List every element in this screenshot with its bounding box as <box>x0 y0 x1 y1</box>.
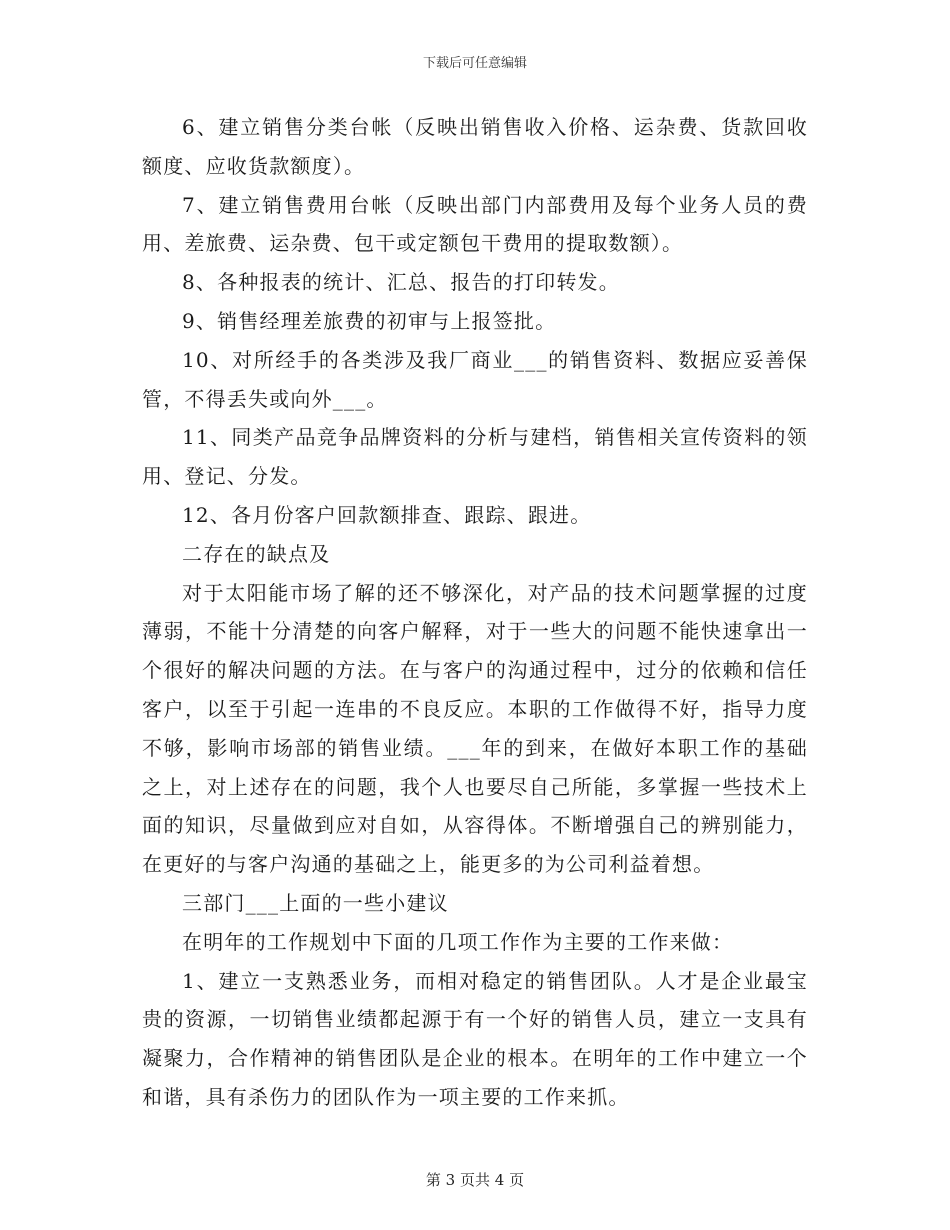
paragraph-item-10: 10、对所经手的各类涉及我厂商业___的销售资料、数据应妥善保管，不得丢失或向外___。 <box>142 347 808 411</box>
section-heading-3: 三部门___上面的一些小建议 <box>182 890 449 915</box>
page-header: 下载后可任意编辑 <box>422 56 527 71</box>
paragraph-item-9: 9、销售经理差旅费的初审与上报签批。 <box>182 308 557 333</box>
section-heading-2: 二存在的缺点及 <box>182 541 331 566</box>
paragraph-shortcomings: 对于太阳能市场了解的还不够深化，对产品的技术问题掌握的过度薄弱，不能十分清楚的向客户解释，对于一些大的问题不能快速拿出一个很好的解决问题的方法。在与客户的沟通过程中，过分的依赖和信任客户，以至于引起一连串的不良反应。本职的工作做得不好，指导力度不够，影响市场部的销售业绩。___年的到来，在做好本职工作的基础之上，对上述存在的问题，我个人也要尽自己所能，多掌握一些技术上面的知识，尽量做到应对自如，从容得体。不断增强自己的辨别能力，在更好的与客户沟通的基础之上，能更多的为公司利益着想。 <box>142 580 808 877</box>
paragraph-item-11: 11、同类产品竞争品牌资料的分析与建档，销售相关宣传资料的领用、登记、分发。 <box>142 425 808 489</box>
paragraph-plan-1: 1、建立一支熟悉业务，而相对稳定的销售团队。人才是企业最宝贵的资源，一切销售业绩都起源于有一个好的销售人员，建立一支具有凝聚力，合作精神的销售团队是企业的根本。在明年的工作中建立一个和谐，具有杀伤力的团队作为一项主要的工作来抓。 <box>142 968 808 1109</box>
paragraph-item-7: 7、建立销售费用台帐（反映出部门内部费用及每个业务人员的费用、差旅费、运杂费、包干或定额包干费用的提取数额）。 <box>142 192 808 256</box>
document-body <box>142 108 808 1117</box>
paragraph-item-6: 6、建立销售分类台帐（反映出销售收入价格、运杂费、货款回收额度、应收货款额度）。 <box>142 115 808 178</box>
paragraph-item-12: 12、各月份客户回款额排查、跟踪、跟进。 <box>182 502 592 527</box>
page-footer: 第 3 页共 4 页 <box>425 1171 525 1189</box>
paragraph-plan-intro: 在明年的工作规划中下面的几项工作作为主要的工作来做： <box>182 929 734 954</box>
paragraph-item-8: 8、各种报表的统计、汇总、报告的打印转发。 <box>182 270 620 295</box>
